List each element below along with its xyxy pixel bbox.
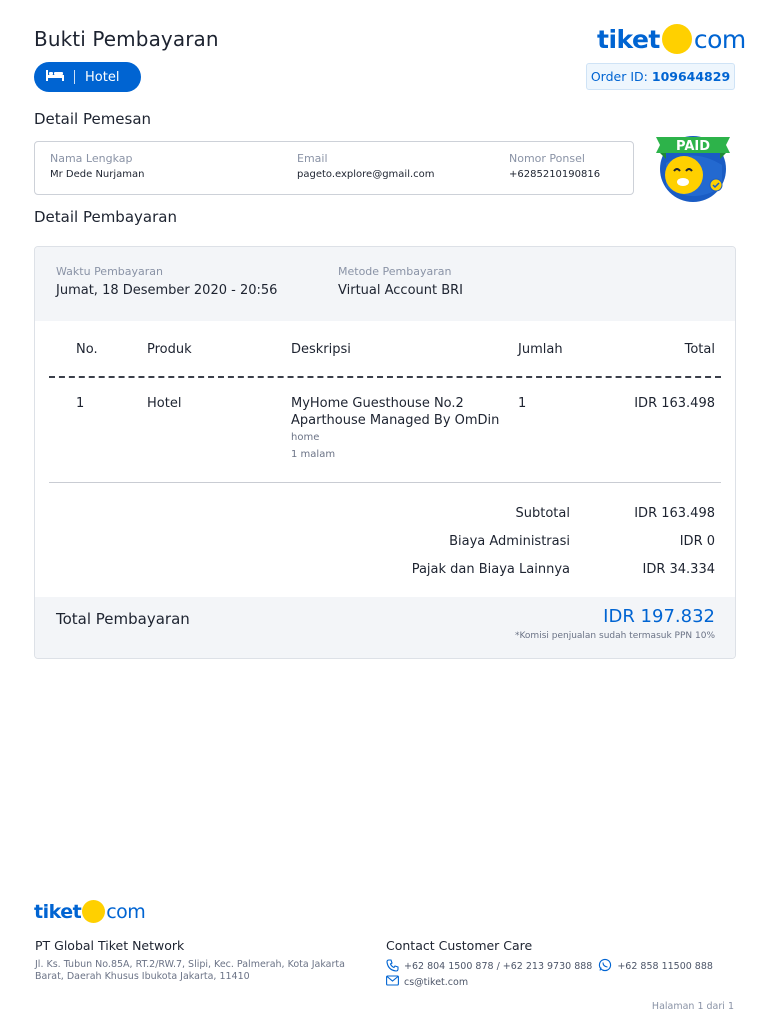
footer-phone-line [386,958,713,975]
footer-cc-title: Contact Customer Care [386,938,533,953]
payment-card [34,246,736,659]
time-value: Jumat, 18 Desember 2020 - 20:56 [56,283,278,298]
whatsapp-entry [598,958,713,975]
footer-tiket-logo [34,900,145,923]
deskripsi-line1: MyHome Guesthouse No.2 [291,396,464,411]
section-title-pembayaran: Detail Pembayaran [34,208,177,226]
name-value: Mr Dede Nurjaman [50,169,145,180]
column-header-jumlah: Jumlah [518,342,563,357]
payment-header [35,247,735,321]
paid-badge [652,127,734,207]
table-bottom-divider [49,482,721,483]
footer-logo-dot-icon [82,900,105,923]
footer-address: Jl. Ks. Tubun No.85A, RT.2/RW.7, Slipi, Kec. Palmerah, Kota Jakarta Barat, Daerah Khusus Ibukota Jakarta, 11410 [35,959,345,982]
row-produk: Hotel [147,396,182,411]
order-id-value: 109644829 [651,69,731,84]
pemesan-box [34,141,634,195]
row-jumlah: 1 [518,396,527,411]
phone-icon [386,959,404,975]
table-header-divider [49,376,721,378]
summary-tax-value: IDR 34.334 [642,562,715,577]
summary-admin-value: IDR 0 [679,534,715,549]
field-name [50,152,145,180]
column-header-deskripsi: Deskripsi [291,342,351,357]
column-header-no: No. [76,342,98,357]
name-label: Nama Lengkap [50,152,133,165]
footer-logo-text-right: com [106,900,146,923]
time-label: Waktu Pembayaran [56,265,163,278]
total-label: Total Pembayaran [56,610,190,628]
payment-time [56,265,277,298]
email-value: pageto.explore@gmail.com [297,169,435,180]
row-deskripsi [291,395,499,463]
footer-email-line [386,975,468,989]
phone-value: +6285210190816 [509,169,601,180]
method-value: Virtual Account BRI [338,283,464,298]
deskripsi-sub2: 1 malam [291,449,336,460]
field-phone [509,152,600,180]
summary-admin-label: Biaya Administrasi [449,534,570,549]
logo-text-right: com [693,24,746,54]
logo-text-left: tiket [597,24,660,54]
page-number: Halaman 1 dari 1 [651,1001,734,1012]
footer-company: PT Global Tiket Network [35,938,185,953]
pill-label: Hotel [85,69,120,85]
phone-label: Nomor Ponsel [509,152,585,165]
section-title-pemesan: Detail Pemesan [34,110,152,128]
row-total: IDR 163.498 [634,396,715,411]
tiket-logo [597,24,746,54]
total-note: *Komisi penjualan sudah termasuk PPN 10% [514,631,715,641]
deskripsi-sub1: home [291,432,320,443]
order-id-label: Order ID: [590,69,648,84]
email-label: Email [297,152,328,165]
summary-subtotal-label: Subtotal [515,506,570,521]
paid-badge-text: PAID [675,139,711,154]
product-pill-hotel [34,62,141,92]
footer-logo-text-left: tiket [34,900,82,923]
order-id-box [586,63,735,90]
deskripsi-line2: Aparthouse Managed By OmDin [291,413,500,428]
summary-subtotal-value: IDR 163.498 [634,506,715,521]
field-email [297,152,435,180]
total-bar [35,597,735,659]
total-value: IDR 197.832 [603,606,715,627]
payment-method [338,265,463,298]
summary-tax-label: Pajak dan Biaya Lainnya [411,562,570,577]
footer-email[interactable]: cs@tiket.com [404,976,469,988]
footer-phones[interactable]: +62 804 1500 878 / +62 213 9730 888 [404,961,593,972]
footer-whatsapp[interactable]: +62 858 11500 888 [617,961,713,972]
column-header-total: Total [684,342,715,357]
method-label: Metode Pembayaran [338,265,452,278]
row-no: 1 [76,396,85,411]
whatsapp-icon [598,958,617,975]
page-title: Bukti Pembayaran [34,27,219,51]
bed-icon [46,69,64,85]
mail-icon [386,975,404,989]
pill-separator [74,70,75,84]
column-header-produk: Produk [147,342,192,357]
logo-dot-icon [662,24,692,54]
